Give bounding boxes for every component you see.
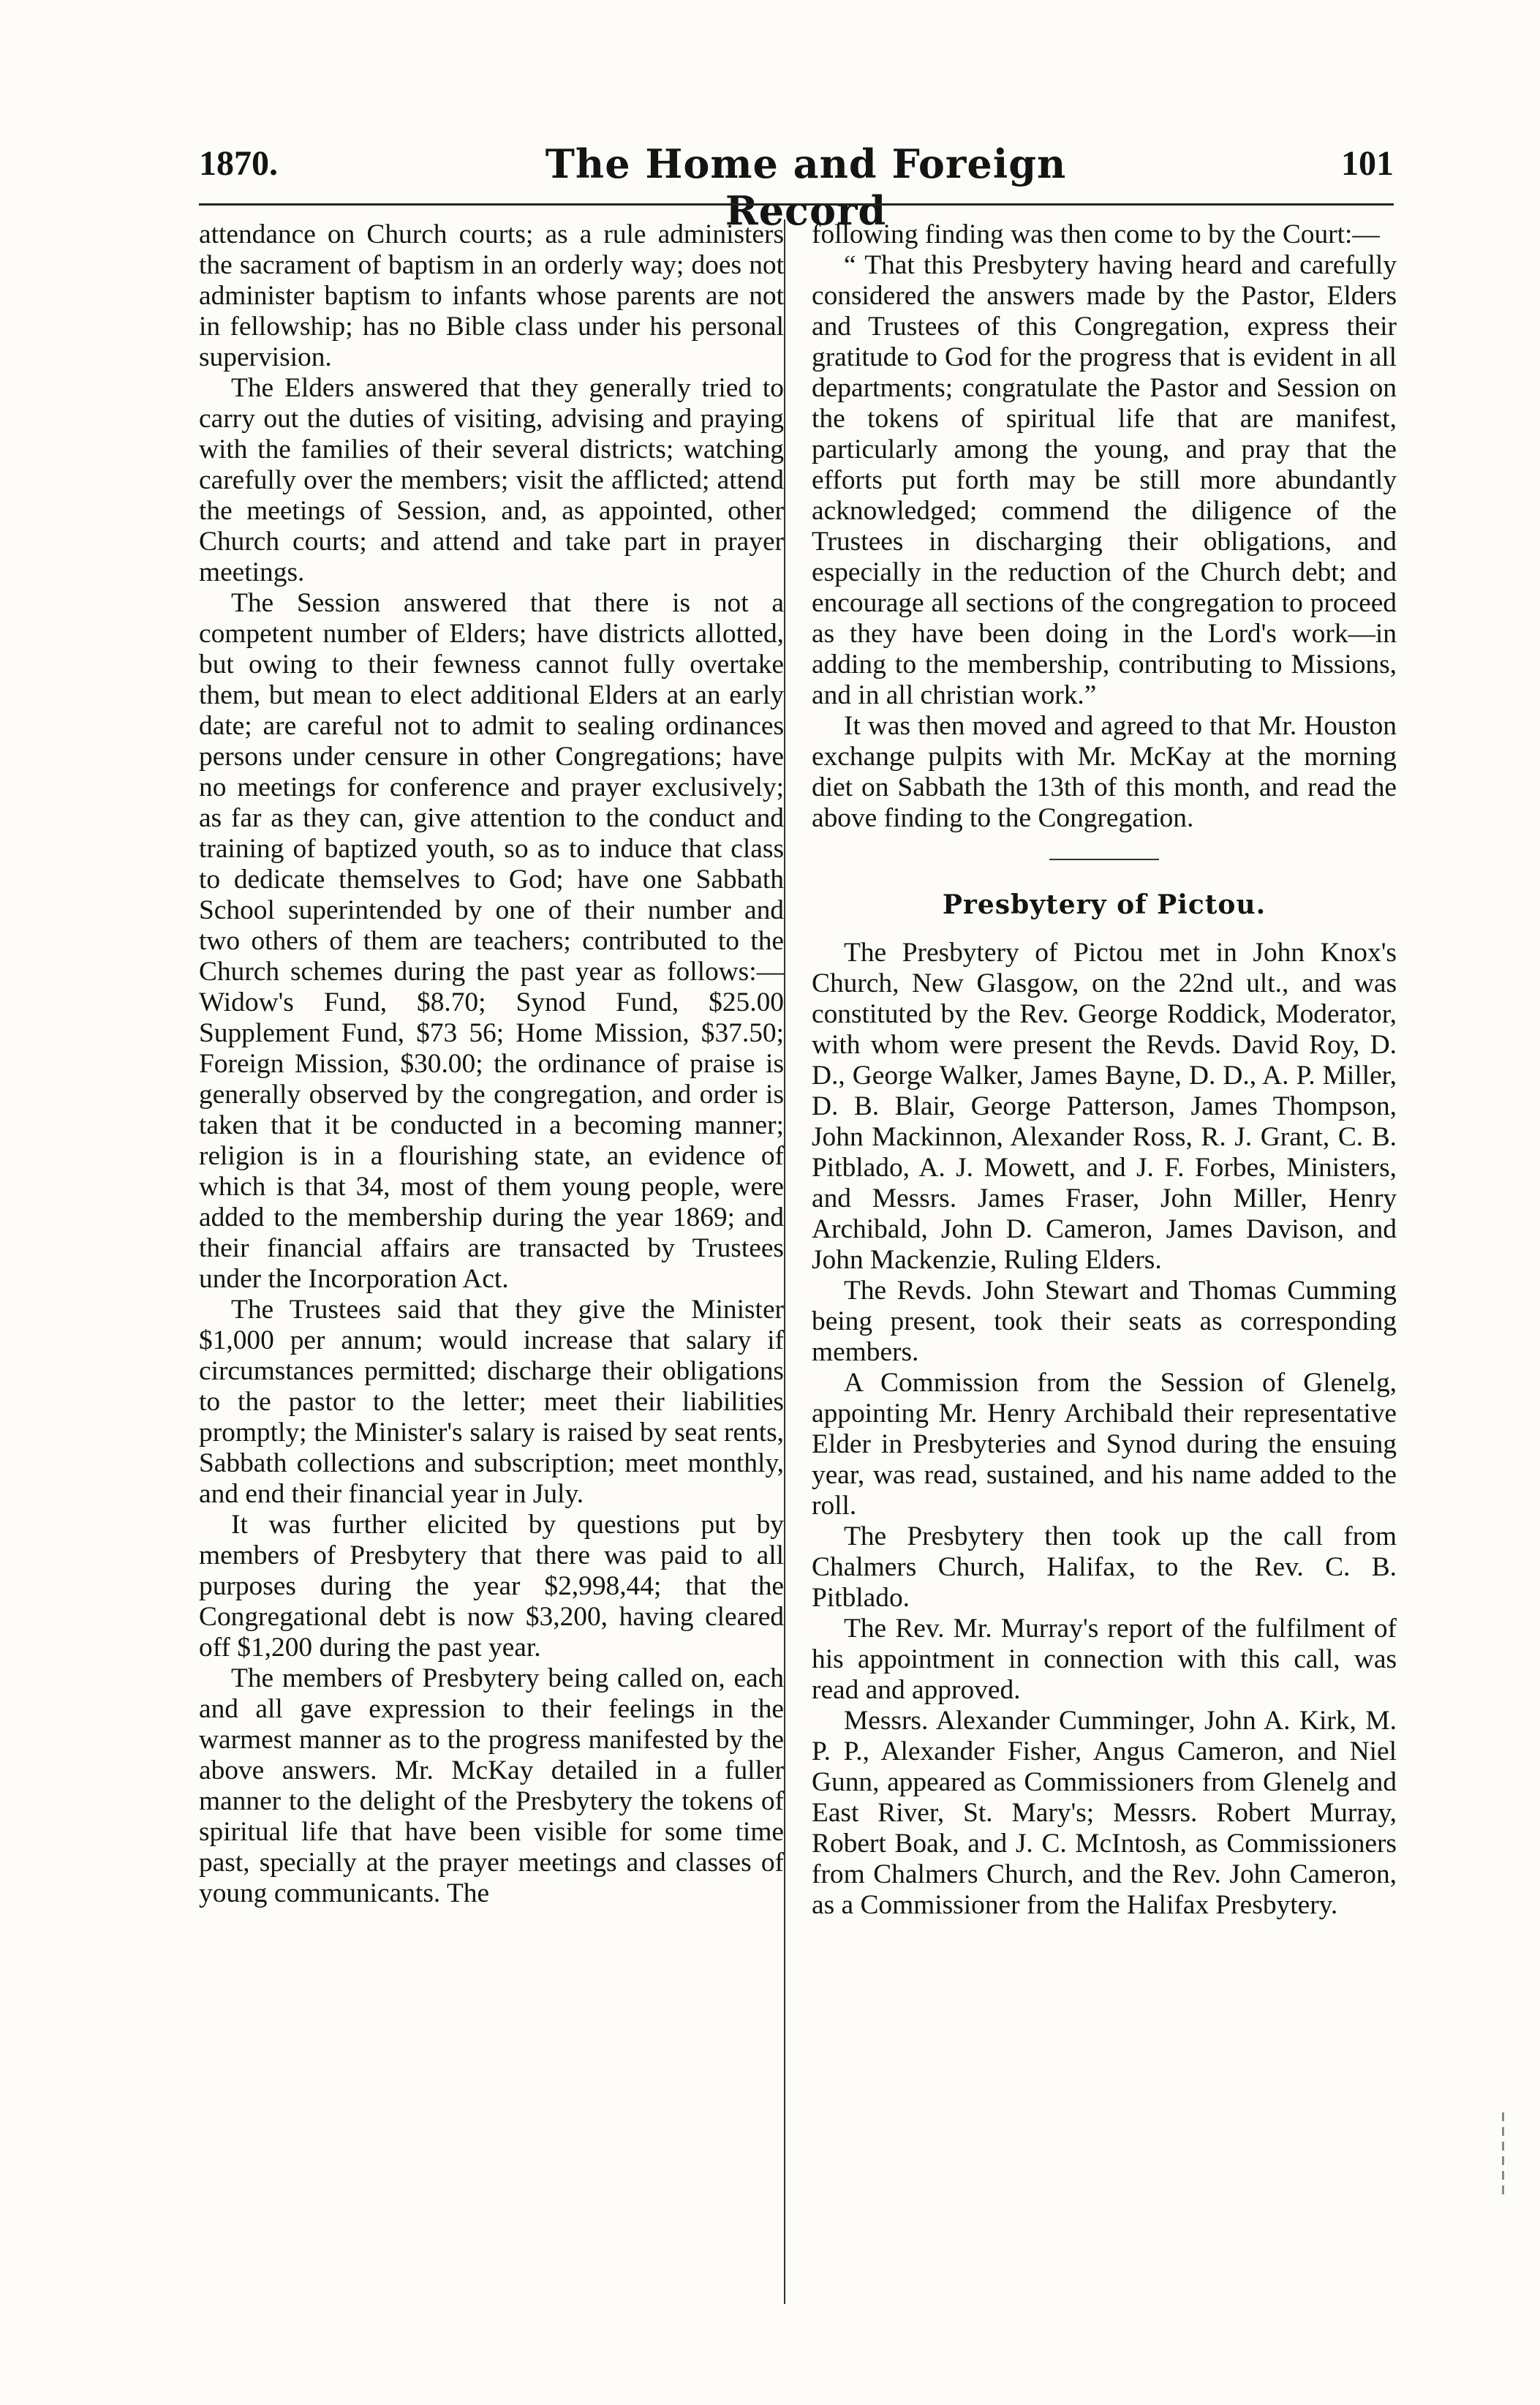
left-paragraph-3: The Session answered that there is not a competent number of Elders; have districts allotted, but owing to their fewness cannot fully overtake them, but mean to elect additional Elders at an early date; are careful not to admit to sealing ordinances persons under censure in other Congregations; have no meetings for conference and prayer exclusively; as far as they can, give attention to the conduct and training of baptized youth, so as to induce that class to dedicate themselves to God; have one Sabbath School superintended by one of their number and two others of them are teachers; contributed to the Church schemes during the past year as follows:—Widow's Fund, $8.70; Synod Fund, $25.00 Supplement Fund, $73 56; Home Mission, $37.50; Foreign Mission, $30.00; the ordinance of praise is generally observed by the congregation, and order is taken that it be conducted in a becoming manner; religion is in a flourishing state, an evidence of which is that 34, most of them young people, were added to the membership during the year 1869; and their financial affairs are transacted by Trustees under the Incorporation Act. — [199, 588, 784, 1294]
right-paragraph-2: The Revds. John Stewart and Thomas Cumming being present, took their seats as corresponding members. — [812, 1276, 1397, 1367]
journal-title: The Home and Foreign Record — [545, 140, 1067, 234]
left-paragraph-2: The Elders answered that they generally tried to carry out the duties of visiting, advising and praying with the families of their several districts; watching carefully over the members; visit the afflicted; attend the meetings of Session, and, as appointed, other Church courts; and attend and take part in prayer meetings. — [199, 373, 784, 587]
margin-mark — [1502, 2186, 1504, 2194]
finding-intro: following finding was then come to by the Court:— — [812, 219, 1380, 249]
section-heading: Presbytery of Pictou. — [942, 889, 1267, 920]
left-column — [199, 219, 784, 1909]
finding-quote: “ That this Presbytery having heard and carefully considered the answers made by the Pastor, Elders and Trustees of this Congregation, express their gratitude to God for the progress that is evident in all departments; congratulate the Pastor and Session on the tokens of spiritual life that are manifest, particularly among the young, and pray that the efforts put forth may be still more abundantly acknowledged; commend the diligence of the Trustees in discharging their obligations, and especially in the reduction of the Church debt; and encourage all sections of the congregation to proceed as they have been doing in the Lord's work—in adding to the membership, contributing to Missions, and in all christian work.” — [812, 250, 1397, 710]
section-separator — [1049, 859, 1159, 860]
margin-mark — [1502, 2156, 1504, 2165]
margin-mark — [1502, 2112, 1504, 2121]
right-paragraph-3: A Commission from the Session of Glenelg, appointing Mr. Henry Archibald their representative Elder in Presbyteries and Synod during the ensuing year, was read, sustained, and his name added to the roll. — [812, 1368, 1397, 1521]
column-divider — [784, 219, 785, 2304]
right-column — [812, 219, 1397, 1921]
margin-mark — [1502, 2142, 1504, 2150]
right-paragraph-6: Messrs. Alexander Cumminger, John A. Kirk, M. P. P., Alexander Fisher, Angus Cameron, and Niel Gunn, appeared as Commissioners from Glenelg and East River, St. Mary's; Messrs. Robert Murray, Robert Boak, and J. C. McIntosh, as Commissioners from Chalmers Church, and the Rev. John Cameron, as a Commissioner from the Halifax Presbytery. — [812, 1706, 1397, 1920]
right-paragraph-1: The Presbytery of Pictou met in John Knox's Church, New Glasgow, on the 22nd ult., and was constituted by the Rev. George Roddick, Moderator, with whom were present the Revds. David Roy, D. D., George Walker, James Bayne, D. D., A. P. Miller, D. B. Blair, George Patterson, James Thompson, John Mackinnon, Alexander Ross, R. J. Grant, C. B. Pitblado, A. J. Mowett, and J. F. Forbes, Ministers, and Messrs. James Fraser, John Miller, Henry Archibald, John D. Cameron, James Davison, and John Mackenzie, Ruling Elders. — [812, 938, 1397, 1275]
moved-paragraph: It was then moved and agreed to that Mr. Houston exchange pulpits with Mr. McKay at the morning diet on Sabbath the 13th of this month, and read the above finding to the Congregation. — [812, 711, 1397, 833]
left-paragraph-4: The Trustees said that they give the Minister $1,000 per annum; would increase that salary if circumstances permitted; discharge their obligations to the pastor to the letter; meet their liabilities promptly; the Minister's salary is raised by seat rents, Sabbath collections and subscription; meet monthly, and end their financial year in July. — [199, 1295, 784, 1509]
margin-mark — [1502, 2127, 1504, 2136]
margin-mark — [1502, 2171, 1504, 2180]
left-paragraph-1: attendance on Church courts; as a rule administers the sacrament of baptism in an orderly way; does not administer baptism to infants whose parents are not in fellowship; has no Bible class under his personal supervision. — [199, 219, 784, 372]
margin-marks — [1492, 2107, 1514, 2238]
page-number: 101 — [1341, 144, 1394, 183]
right-paragraph-4: The Presbytery then took up the call from Chalmers Church, Halifax, to the Rev. C. B. Pitblado. — [812, 1521, 1397, 1613]
left-paragraph-6: The members of Presbytery being called on, each and all gave expression to their feelings in the warmest manner as to the progress manifested by the above answers. Mr. McKay detailed in a fuller manner to the delight of the Presbytery the tokens of spiritual life that have been visible for some time past, specially at the prayer meetings and classes of young communicants. The — [199, 1663, 784, 1908]
header-year: 1870. — [199, 144, 278, 183]
header-rule — [199, 203, 1394, 206]
right-paragraph-5: The Rev. Mr. Murray's report of the fulfilment of his appointment in connection with this call, was read and approved. — [812, 1614, 1397, 1705]
left-paragraph-5: It was further elicited by questions put by members of Presbytery that there was paid to all purposes during the year $2,998,44; that the Congregational debt is now $3,200, having cleared off $1,200 during the past year. — [199, 1510, 784, 1663]
